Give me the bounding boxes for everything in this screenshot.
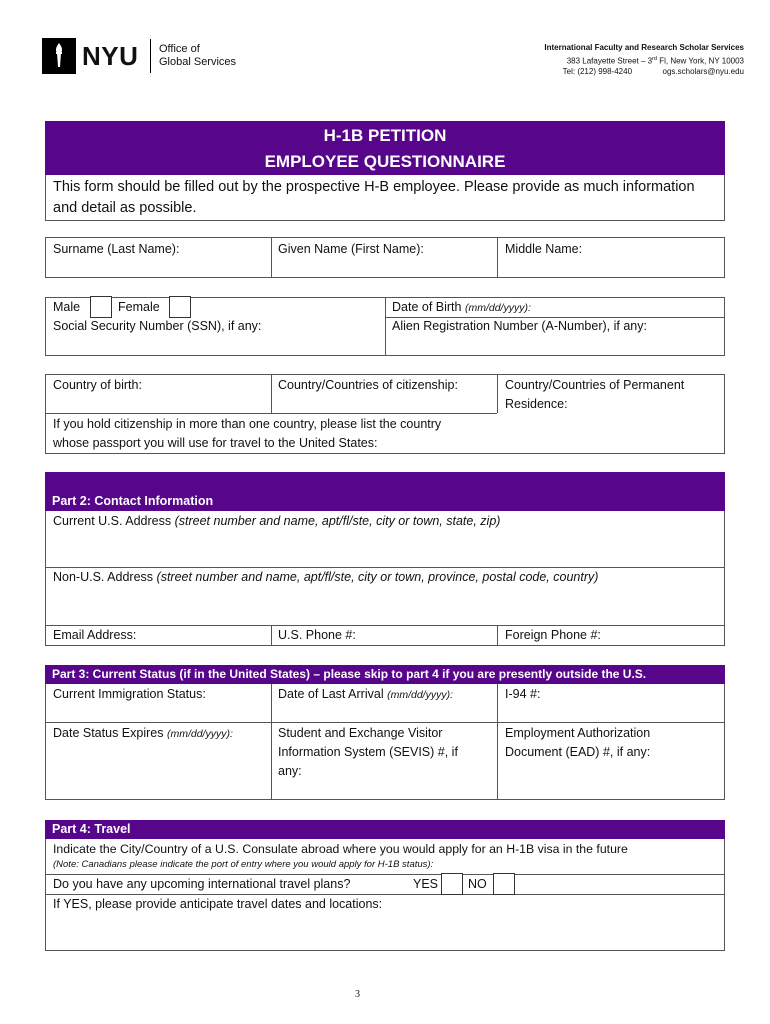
us-phone-field[interactable]: U.S. Phone #: (278, 628, 356, 642)
instructions-text: This form should be filled out by the prospective H-B employee. Please provide as much information and detail as possible. (53, 179, 695, 216)
non-us-address-label: Non-U.S. Address (53, 570, 154, 584)
form-title-line1: H-1B PETITION (323, 126, 447, 145)
i94-field[interactable]: I-94 #: (505, 687, 541, 701)
sevis-line2: Information System (SEVIS) #, if (278, 745, 458, 759)
non-us-address-field[interactable] (53, 568, 598, 587)
office-name: International Faculty and Research Scholar Services (544, 43, 744, 52)
male-label: Male (53, 300, 81, 314)
instructions-box (45, 175, 725, 221)
travel-dates-field[interactable]: If YES, please provide anticipate travel dates and locations: (53, 897, 383, 911)
last-arrival-field[interactable] (278, 685, 453, 705)
dob-label: Date of Birth (392, 300, 462, 314)
no-checkbox[interactable] (493, 873, 515, 895)
us-address-field[interactable] (53, 512, 500, 531)
non-us-address-hint: (street number and name, apt/fl/ste, city or town, province, postal code, country) (156, 570, 599, 584)
ead-field[interactable] (505, 724, 650, 762)
status-expires-field[interactable] (53, 724, 233, 744)
office-tel: Tel: (212) 998-4240 (562, 67, 633, 76)
office-contact (563, 66, 744, 77)
citizenship-field[interactable]: Country/Countries of citizenship: (278, 378, 458, 392)
multi-line1: If you hold citizenship in more than one country, please list the country (53, 417, 442, 431)
address-sup: rd (652, 56, 657, 62)
office-address (567, 54, 744, 67)
last-arrival-format: (mm/dd/yyyy): (387, 689, 454, 701)
title-banner (45, 121, 725, 175)
us-address-hint: (street number and name, apt/fl/ste, city or town, state, zip) (174, 514, 501, 528)
given-name-field[interactable]: Given Name (First Name): (278, 242, 424, 256)
email-field[interactable]: Email Address: (53, 628, 137, 642)
nyu-logo (42, 38, 240, 76)
sevis-line3: any: (278, 764, 302, 778)
ead-line2: Document (EAD) #, if any: (505, 745, 651, 759)
male-checkbox[interactable] (90, 296, 112, 318)
no-label: NO (468, 877, 487, 891)
status-expires-label: Date Status Expires (53, 726, 164, 740)
dob-format: (mm/dd/yyyy): (464, 302, 531, 314)
female-checkbox[interactable] (169, 296, 191, 318)
foreign-phone-field[interactable]: Foreign Phone #: (505, 628, 601, 642)
immigration-status-field[interactable]: Current Immigration Status: (53, 687, 206, 701)
residence-field[interactable] (505, 376, 684, 414)
dept-line2: Global Services (159, 56, 237, 68)
dob-field[interactable] (392, 298, 531, 318)
multi-line2: whose passport you will use for travel to the United States: (53, 436, 378, 450)
sevis-line1: Student and Exchange Visitor (278, 726, 443, 740)
logo-divider (150, 39, 151, 73)
part2-header: Part 2: Contact Information (45, 492, 725, 511)
last-arrival-label: Date of Last Arrival (278, 687, 384, 701)
us-address-label: Current U.S. Address (53, 514, 172, 528)
yes-checkbox[interactable] (441, 873, 463, 895)
torch-icon (42, 38, 76, 74)
part2-spacer-bar (45, 472, 725, 492)
surname-field[interactable]: Surname (Last Name): (53, 242, 180, 256)
office-email: ogs.scholars@nyu.edu (662, 67, 744, 76)
country-birth-field[interactable]: Country of birth: (53, 378, 142, 392)
middle-name-field[interactable]: Middle Name: (505, 242, 583, 256)
residence-line2: Residence: (505, 397, 568, 411)
consulate-note: (Note: Canadians please indicate the port of entry where you would apply for H-1B status): (53, 859, 434, 870)
female-label: Female (118, 300, 160, 314)
travel-plans-label: Do you have any upcoming international travel plans? (53, 877, 351, 891)
address-post: Fl, New York, NY 10003 (656, 56, 744, 66)
a-number-field[interactable]: Alien Registration Number (A-Number), if any: (392, 319, 647, 333)
residence-line1: Country/Countries of Permanent (505, 378, 685, 392)
form-title-line2: EMPLOYEE QUESTIONNAIRE (264, 152, 506, 171)
ead-line1: Employment Authorization (505, 726, 651, 740)
consulate-field[interactable]: Indicate the City/Country of a U.S. Consulate abroad where you would apply for an H-1B visa in the future (53, 842, 628, 856)
multi-citizenship-field[interactable] (53, 415, 441, 453)
yes-label: YES (413, 877, 439, 891)
ssn-field[interactable]: Social Security Number (SSN), if any: (53, 319, 262, 333)
status-expires-format: (mm/dd/yyyy): (166, 728, 233, 740)
part3-header: Part 3: Current Status (if in the United States) – please skip to part 4 if you are presently outside the U.S. (45, 665, 725, 684)
logo-text: NYU (82, 41, 139, 71)
sevis-field[interactable] (278, 724, 458, 781)
part4-header: Part 4: Travel (45, 820, 725, 839)
address-pre: 383 Lafayette Street – 3 (566, 56, 653, 66)
page-number: 3 (355, 989, 360, 1000)
dept-line1: Office of (159, 43, 200, 55)
